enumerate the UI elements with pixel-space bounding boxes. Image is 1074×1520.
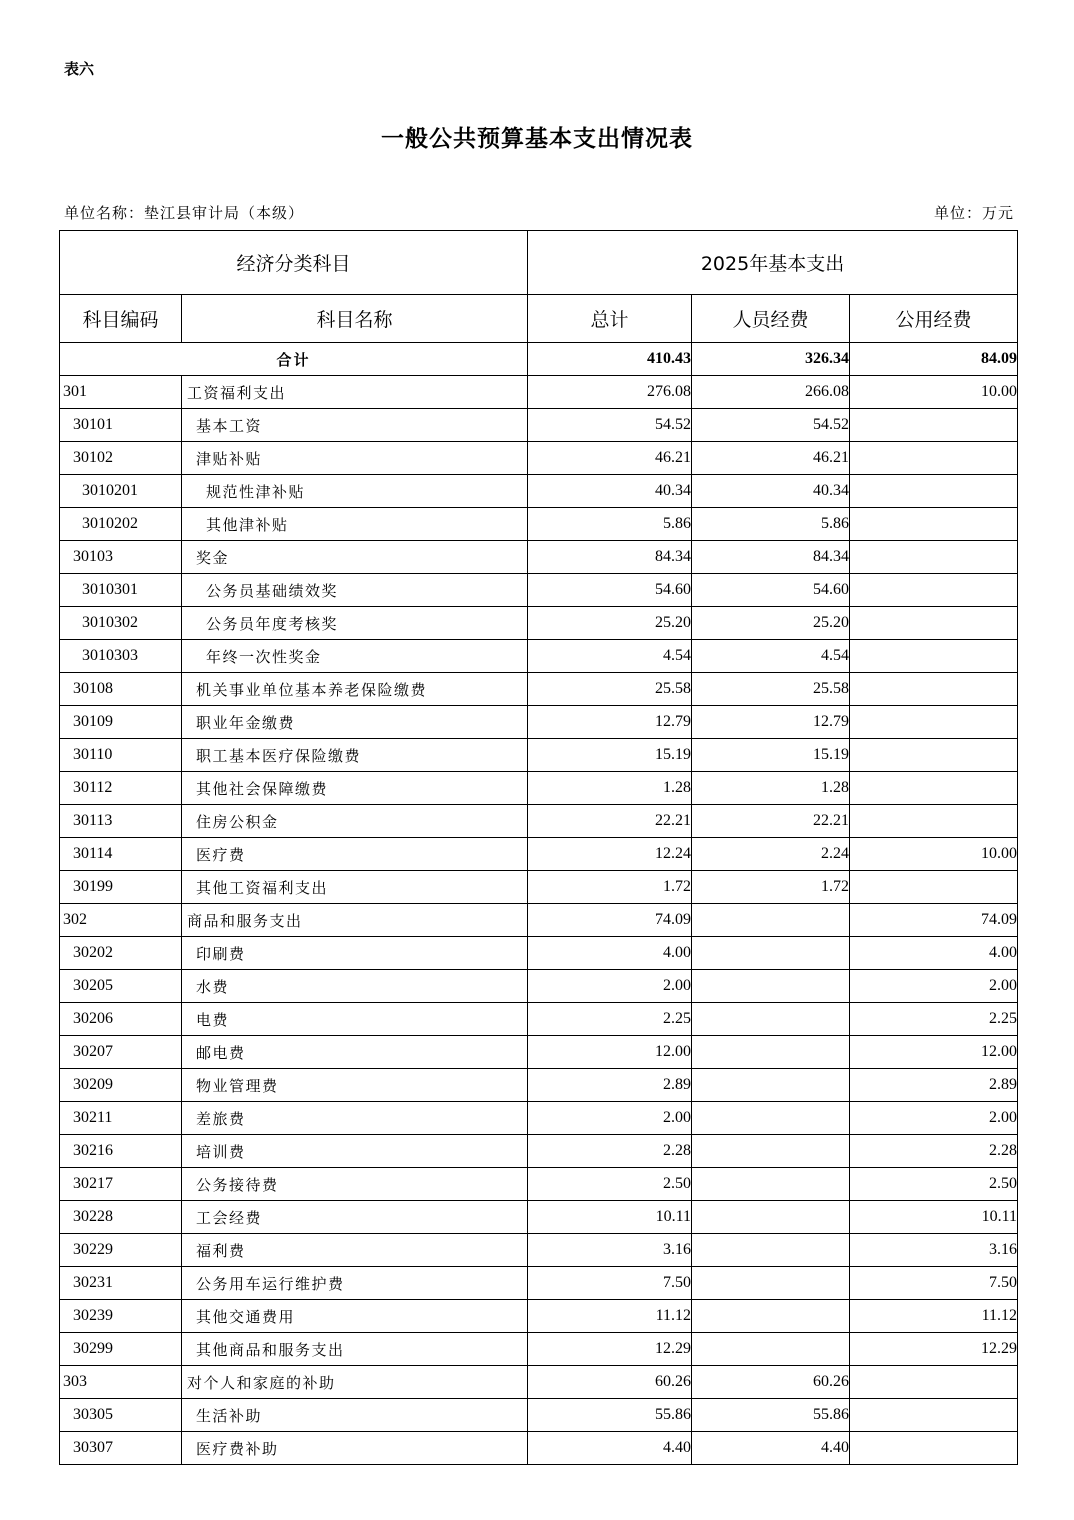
table-number: 表六 [64,60,95,78]
row-personnel [692,1102,850,1135]
row-name: 津贴补贴 [182,442,528,475]
table-row [60,475,1018,508]
row-code: 30113 [60,805,182,838]
row-total: 4.40 [528,1432,692,1465]
row-public: 12.29 [850,1333,1018,1366]
row-total: 46.21 [528,442,692,475]
table-row [60,673,1018,706]
row-code: 30209 [60,1069,182,1102]
row-personnel: 54.52 [692,409,850,442]
row-total: 12.79 [528,706,692,739]
unit-name: 单位名称：垫江县审计局（本级） [64,204,305,222]
column-header-row [60,295,1018,343]
table-row [60,937,1018,970]
row-code: 30103 [60,541,182,574]
row-name: 年终一次性奖金 [182,640,528,673]
table-row [60,541,1018,574]
table-row [60,1003,1018,1036]
table-row [60,640,1018,673]
row-public [850,442,1018,475]
row-public: 2.25 [850,1003,1018,1036]
row-total: 84.34 [528,541,692,574]
row-code: 30109 [60,706,182,739]
row-public: 2.89 [850,1069,1018,1102]
table-row [60,1234,1018,1267]
row-code: 301 [60,376,182,409]
row-personnel: 1.28 [692,772,850,805]
row-code: 30108 [60,673,182,706]
table-row [60,409,1018,442]
table-row [60,772,1018,805]
row-total: 1.72 [528,871,692,904]
row-public [850,706,1018,739]
total-personnel: 326.34 [692,343,850,376]
row-code: 3010302 [60,607,182,640]
row-total: 10.11 [528,1201,692,1234]
row-name: 差旅费 [182,1102,528,1135]
row-code: 303 [60,1366,182,1399]
row-name: 基本工资 [182,409,528,442]
table-row [60,508,1018,541]
row-public: 2.28 [850,1135,1018,1168]
row-personnel: 25.58 [692,673,850,706]
row-total: 12.24 [528,838,692,871]
row-personnel [692,1201,850,1234]
row-code: 3010202 [60,508,182,541]
total-public: 84.09 [850,343,1018,376]
row-code: 30216 [60,1135,182,1168]
row-name: 职工基本医疗保险缴费 [182,739,528,772]
group-header-row [60,231,1018,295]
row-code: 30207 [60,1036,182,1069]
table-row [60,904,1018,937]
budget-table [59,230,1018,1465]
row-personnel [692,1036,850,1069]
row-total: 3.16 [528,1234,692,1267]
row-code: 30305 [60,1399,182,1432]
row-total: 54.60 [528,574,692,607]
row-total: 25.20 [528,607,692,640]
row-public: 2.50 [850,1168,1018,1201]
row-name: 邮电费 [182,1036,528,1069]
row-name: 其他商品和服务支出 [182,1333,528,1366]
row-public [850,1366,1018,1399]
total-row [60,343,1018,376]
row-personnel [692,904,850,937]
table-row [60,838,1018,871]
row-code: 30228 [60,1201,182,1234]
header-name: 科目名称 [182,295,528,343]
row-total: 7.50 [528,1267,692,1300]
row-total: 74.09 [528,904,692,937]
row-code: 30211 [60,1102,182,1135]
row-personnel: 46.21 [692,442,850,475]
row-public [850,772,1018,805]
row-public: 10.00 [850,838,1018,871]
row-name: 水费 [182,970,528,1003]
row-personnel [692,937,850,970]
row-code: 30299 [60,1333,182,1366]
row-personnel [692,1333,850,1366]
row-personnel: 12.79 [692,706,850,739]
row-total: 22.21 [528,805,692,838]
row-code: 3010303 [60,640,182,673]
document-title: 一般公共预算基本支出情况表 [381,125,693,152]
row-total: 15.19 [528,739,692,772]
row-name: 医疗费 [182,838,528,871]
row-public [850,475,1018,508]
table-row [60,1036,1018,1069]
row-public [850,409,1018,442]
row-total: 2.28 [528,1135,692,1168]
table-row [60,1135,1018,1168]
row-name: 对个人和家庭的补助 [182,1366,528,1399]
row-code: 30229 [60,1234,182,1267]
row-total: 1.28 [528,772,692,805]
table-row [60,574,1018,607]
row-public [850,574,1018,607]
row-personnel [692,1267,850,1300]
row-personnel: 60.26 [692,1366,850,1399]
row-name: 印刷费 [182,937,528,970]
row-name: 公务接待费 [182,1168,528,1201]
header-economic-classification: 经济分类科目 [60,231,528,295]
row-name: 其他社会保障缴费 [182,772,528,805]
row-public: 4.00 [850,937,1018,970]
row-name: 其他津补贴 [182,508,528,541]
row-code: 30239 [60,1300,182,1333]
row-public [850,541,1018,574]
row-personnel [692,1135,850,1168]
row-total: 12.00 [528,1036,692,1069]
row-public: 2.00 [850,970,1018,1003]
row-total: 4.00 [528,937,692,970]
row-public [850,805,1018,838]
row-total: 2.89 [528,1069,692,1102]
table-row [60,1399,1018,1432]
row-code: 30112 [60,772,182,805]
table-row [60,1300,1018,1333]
row-total: 25.58 [528,673,692,706]
row-personnel: 4.54 [692,640,850,673]
row-personnel [692,1168,850,1201]
table-row [60,1432,1018,1465]
row-total: 4.54 [528,640,692,673]
row-personnel [692,1300,850,1333]
row-name: 工资福利支出 [182,376,528,409]
row-personnel: 4.40 [692,1432,850,1465]
row-public [850,871,1018,904]
row-personnel [692,1003,850,1036]
row-personnel: 54.60 [692,574,850,607]
row-code: 30101 [60,409,182,442]
row-name: 福利费 [182,1234,528,1267]
row-name: 工会经费 [182,1201,528,1234]
table-row [60,1333,1018,1366]
row-personnel: 15.19 [692,739,850,772]
row-public [850,607,1018,640]
row-public [850,1432,1018,1465]
header-public: 公用经费 [850,295,1018,343]
row-public: 3.16 [850,1234,1018,1267]
row-name: 住房公积金 [182,805,528,838]
row-code: 302 [60,904,182,937]
row-name: 机关事业单位基本养老保险缴费 [182,673,528,706]
row-name: 奖金 [182,541,528,574]
row-name: 规范性津补贴 [182,475,528,508]
row-public: 12.00 [850,1036,1018,1069]
table-row [60,376,1018,409]
header-total: 总计 [528,295,692,343]
row-total: 2.00 [528,1102,692,1135]
row-public: 74.09 [850,904,1018,937]
row-public [850,1399,1018,1432]
row-name: 公务员年度考核奖 [182,607,528,640]
row-total: 40.34 [528,475,692,508]
row-public [850,640,1018,673]
row-total: 2.25 [528,1003,692,1036]
row-code: 30206 [60,1003,182,1036]
row-code: 30231 [60,1267,182,1300]
row-name: 其他工资福利支出 [182,871,528,904]
row-public: 11.12 [850,1300,1018,1333]
row-personnel: 1.72 [692,871,850,904]
row-code: 30307 [60,1432,182,1465]
table-row [60,1201,1018,1234]
row-total: 5.86 [528,508,692,541]
row-name: 职业年金缴费 [182,706,528,739]
row-total: 12.29 [528,1333,692,1366]
table-row [60,1168,1018,1201]
row-public [850,508,1018,541]
row-total: 2.50 [528,1168,692,1201]
header-code: 科目编码 [60,295,182,343]
row-name: 其他交通费用 [182,1300,528,1333]
row-code: 30199 [60,871,182,904]
row-total: 276.08 [528,376,692,409]
row-name: 商品和服务支出 [182,904,528,937]
row-personnel: 40.34 [692,475,850,508]
row-public: 10.11 [850,1201,1018,1234]
table-row [60,1366,1018,1399]
row-total: 60.26 [528,1366,692,1399]
row-total: 55.86 [528,1399,692,1432]
table-row [60,1069,1018,1102]
table-row [60,970,1018,1003]
row-total: 54.52 [528,409,692,442]
row-name: 医疗费补助 [182,1432,528,1465]
row-public: 2.00 [850,1102,1018,1135]
row-public [850,739,1018,772]
row-personnel: 84.34 [692,541,850,574]
row-name: 培训费 [182,1135,528,1168]
total-label: 合计 [60,343,528,376]
row-total: 2.00 [528,970,692,1003]
row-personnel: 266.08 [692,376,850,409]
table-row [60,805,1018,838]
row-personnel: 55.86 [692,1399,850,1432]
row-total: 11.12 [528,1300,692,1333]
row-code: 3010301 [60,574,182,607]
row-code: 3010201 [60,475,182,508]
header-personnel: 人员经费 [692,295,850,343]
table-row [60,1267,1018,1300]
row-personnel: 25.20 [692,607,850,640]
table-row [60,739,1018,772]
total-amount: 410.43 [528,343,692,376]
row-code: 30202 [60,937,182,970]
row-personnel: 22.21 [692,805,850,838]
row-code: 30102 [60,442,182,475]
table-row [60,871,1018,904]
table-row [60,1102,1018,1135]
row-name: 公务员基础绩效奖 [182,574,528,607]
table-row [60,607,1018,640]
row-personnel: 2.24 [692,838,850,871]
row-public: 10.00 [850,376,1018,409]
table-row [60,442,1018,475]
row-code: 30205 [60,970,182,1003]
row-personnel [692,970,850,1003]
row-name: 物业管理费 [182,1069,528,1102]
row-name: 电费 [182,1003,528,1036]
row-code: 30114 [60,838,182,871]
header-basic-expenditure: 2025年基本支出 [528,231,1018,295]
row-name: 生活补助 [182,1399,528,1432]
currency-unit: 单位：万元 [933,204,1014,222]
row-code: 30110 [60,739,182,772]
row-public [850,673,1018,706]
row-personnel [692,1069,850,1102]
row-public: 7.50 [850,1267,1018,1300]
table-row [60,706,1018,739]
row-code: 30217 [60,1168,182,1201]
row-name: 公务用车运行维护费 [182,1267,528,1300]
row-personnel: 5.86 [692,508,850,541]
row-personnel [692,1234,850,1267]
